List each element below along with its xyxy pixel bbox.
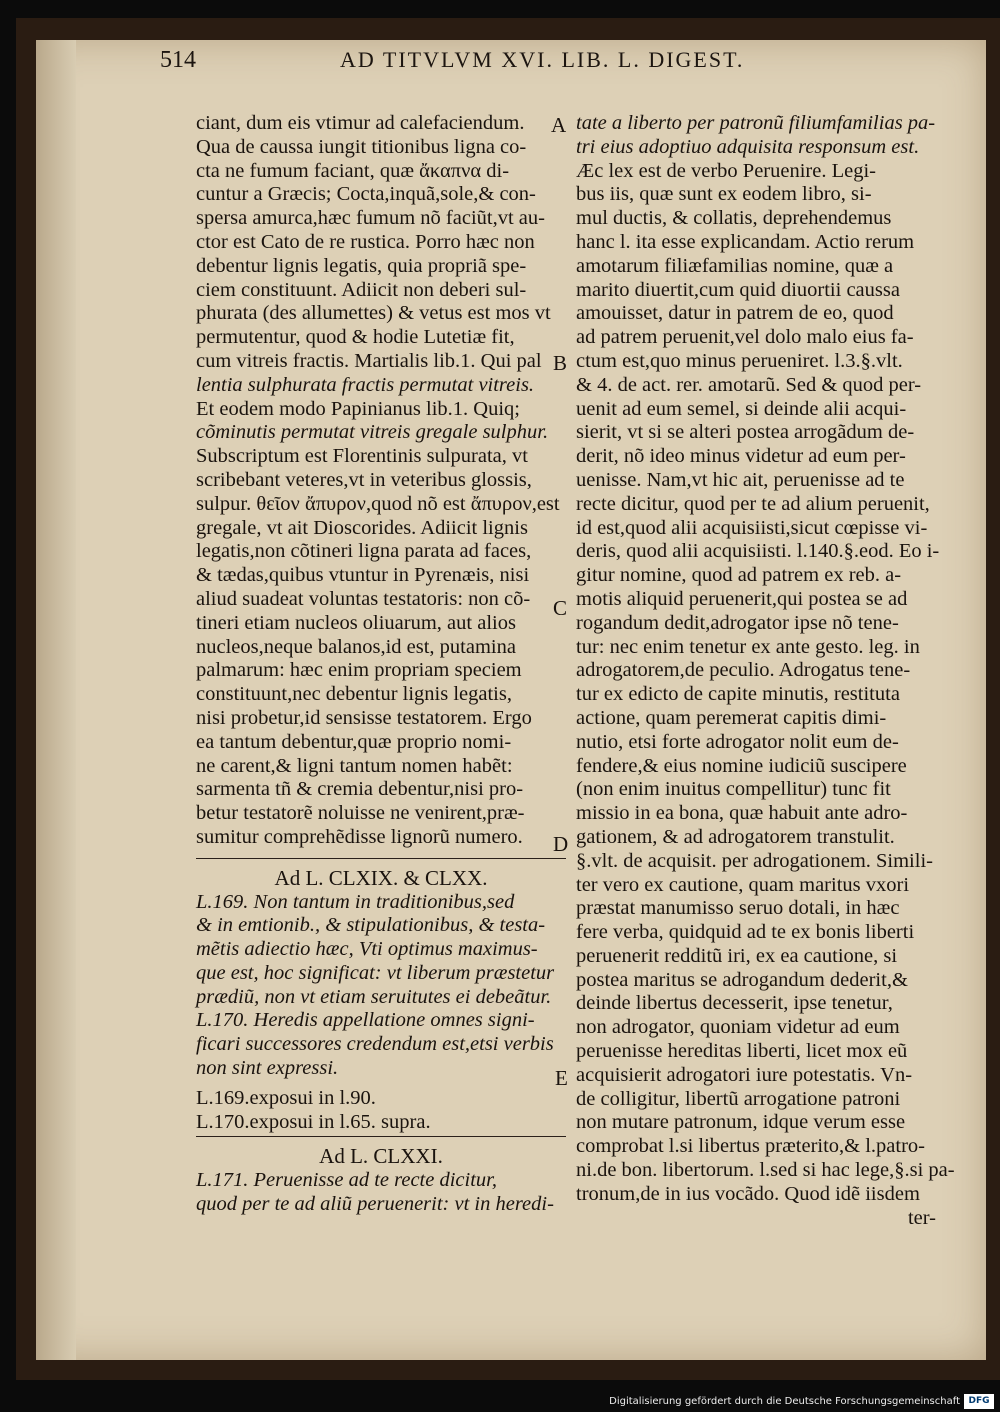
- text-line: fere verba, quidquid ad te ex bonis liberti: [576, 921, 915, 944]
- text-line: betur testatorẽ noluisse ne venirent,præ-: [196, 802, 525, 825]
- running-title: AD TITVLVM XVI. LIB. L. DIGEST.: [340, 47, 745, 72]
- text-line: gregale, vt ait Dioscorides. Adiicit lignis: [196, 516, 528, 539]
- text-line: debentur lignis legatis, quia propriã spe-: [196, 254, 527, 277]
- text-line: peruenisse hereditas liberti, licet mox eũ: [576, 1040, 908, 1063]
- text-line: sumitur comprehẽdisse lignorũ numero.: [196, 825, 523, 848]
- right-main-text: [576, 159, 955, 1207]
- text-line: L.169.exposui in l.90.: [196, 1086, 376, 1109]
- text-line: aliud suadeat voluntas testatoris: non cõ-: [196, 587, 531, 610]
- text-line: cuntur a Græcis; Cocta,inquã,sole,& con-: [196, 183, 536, 206]
- text-line: & in emtionib., & stipulationibus, & testa-: [196, 914, 546, 937]
- text-line: motis aliquid peruenerit,qui postea se ad: [576, 587, 908, 610]
- left-main-text: [196, 112, 566, 850]
- text-line: derit, nõ ideo minus videtur ad eum per-: [576, 445, 906, 468]
- text-line: id est,quod alii acquisiisti,sicut cœpisse vi-: [576, 516, 928, 539]
- text-line: postea maritus se adrogandum dederit,&: [576, 968, 908, 991]
- text-line: tur ex edicto de capite minutis, restituta: [576, 683, 900, 706]
- text-line: L.171. Peruenisse ad te recte dicitur,: [196, 1169, 497, 1192]
- text-line: scribebant veteres,vt in veteribus glossis,: [196, 468, 532, 491]
- text-line: uenisse. Nam,vt hic ait, peruenisse ad te: [576, 468, 905, 491]
- page-number: 514: [160, 47, 196, 73]
- text-line: ciant, dum eis vtimur ad calefaciendum.: [196, 112, 525, 134]
- page-header: [160, 47, 960, 77]
- text-line: cum vitreis fractis. Martialis lib.1. Qui pal: [196, 349, 542, 372]
- catchword: ter-: [907, 1206, 936, 1229]
- text-line: palmarum: hæc enim propriam speciem: [196, 659, 522, 682]
- text-line: ne carent,& ligni tantum nomen habẽt:: [196, 754, 513, 777]
- text-line: L.169. Non tantum in traditionibus,sed: [196, 890, 515, 913]
- margin-letter-a: A: [551, 113, 567, 137]
- page-gutter: [36, 40, 76, 1360]
- law-text-171-continued: [576, 112, 936, 160]
- text-line: quod per te ad aliũ peruenerit: vt in heredi-: [196, 1193, 554, 1216]
- text-line: præstat manumisso seruo dotali, in hæc: [576, 897, 900, 920]
- margin-letter-e: E: [555, 1066, 568, 1090]
- dfg-logo-icon: DFG: [964, 1394, 994, 1409]
- text-line: ter vero ex cautione, quam maritus vxori: [576, 873, 910, 896]
- digitization-footer: [0, 1393, 1000, 1412]
- text-line: nisi probetur,id sensisse testatorem. Ergo: [196, 706, 532, 729]
- text-line: ni.de bon. libertorum. l.sed si hac lege,§.si pa-: [576, 1159, 955, 1182]
- text-line: sulpur. θεῖον ἄπυρον,quod nõ est ἄπυρον,est: [196, 492, 560, 515]
- text-line: recte dicitur, quod per te ad alium peruenit,: [576, 492, 930, 515]
- text-line: Et eodem modo Papinianus lib.1. Quiq;: [196, 397, 520, 420]
- margin-letter-d: D: [553, 832, 569, 856]
- section-heading: Ad L. CLXXI.: [319, 1144, 443, 1169]
- text-line: L.170.exposui in l.65. supra.: [196, 1110, 431, 1133]
- text-line: ficari successores credendum est,etsi verbis: [196, 1033, 554, 1056]
- text-line: & 4. de act. rer. amotarũ. Sed & quod per-: [576, 373, 922, 396]
- text-line: de colligitur, libertũ arrogatione patroni: [576, 1087, 901, 1110]
- text-line: rogandum dedit,adrogator ipse nõ tene-: [576, 611, 899, 634]
- text-line: deris, quod alii acquisiisti. l.140.§.eod. Eo i-: [576, 540, 940, 563]
- text-line: tronum,de in ius vocãdo. Quod idẽ iisdem: [576, 1182, 920, 1205]
- text-line: nucleos,neque balanos,id est, putamina: [196, 635, 516, 658]
- text-line: fendere,& eius nomine iudiciũ suscipere: [576, 754, 907, 777]
- text-line: prædiũ, non vt etiam seruitutes ei debeãtur.: [196, 985, 552, 1008]
- text-line: marito diuertit,cum quid diuortii caussa: [576, 278, 900, 301]
- text-line: missio in ea bona, quæ habuit ante adro-: [576, 802, 908, 825]
- text-line: & tædas,quibus vtuntur in Pyrenæis, nisi: [196, 564, 530, 587]
- text-line: gationem, & ad adrogatorem transtulit.: [576, 825, 895, 848]
- margin-letter-b: B: [553, 351, 568, 375]
- text-line: non sint expressi.: [196, 1057, 339, 1080]
- text-line: Qua de caussa iungit titionibus ligna co-: [196, 135, 527, 158]
- right-column: [576, 112, 955, 1230]
- text-line: nutio, etsi forte adrogator nolit eum de-: [576, 730, 899, 753]
- text-line: (non enim inuitus compellitur) tunc fit: [576, 778, 891, 801]
- margin-letter-c: C: [553, 596, 568, 620]
- text-line: ad patrem peruenit,vel dolo malo eius fa-: [576, 326, 914, 349]
- text-line: tineri etiam nucleos oliuarum, aut alios: [196, 611, 516, 634]
- text-line: tur: nec enim tenetur ex ante gesto. leg. in: [576, 635, 920, 658]
- commentary-note: [196, 1087, 566, 1135]
- law-text-169-170: [196, 891, 566, 1081]
- text-line: ciem constituunt. Adiicit non deberi sul-: [196, 278, 527, 301]
- text-line: mul ductis, & collatis, deprehendemus: [576, 207, 892, 230]
- text-line: actione, quam peremerat capitis dimi-: [576, 706, 887, 729]
- text-line: acquisierit adrogatori iure potestatis. Vn-: [576, 1063, 913, 1086]
- text-line: phurata (des allumettes) & vetus est mos vt: [196, 302, 551, 325]
- text-line: non adrogator, quoniam videtur ad eum: [576, 1016, 900, 1039]
- text-line: cta ne fumum faciant, quæ ἄκαπνα di-: [196, 159, 510, 182]
- text-line: mẽtis adiectio hæc, Vti optimus maximus-: [196, 938, 538, 961]
- text-line: spersa amurca,hæc fumum nõ faciũt,vt au-: [196, 207, 545, 230]
- text-line: bus iis, quæ sunt ex eodem libro, si-: [576, 183, 872, 206]
- footer-credit-text: Digitalisierung gefördert durch die Deutsche Forschungsgemeinschaft: [609, 1396, 960, 1407]
- text-line: L.170. Heredis appellatione omnes signi-: [196, 1009, 535, 1032]
- text-line: sarmenta tñ & cremia debentur,nisi pro-: [196, 778, 524, 801]
- text-line: gitur nomine, quod ad patrem ex reb. a-: [576, 564, 902, 587]
- text-line: deinde libertus decesserit, ipse tenetur,: [576, 992, 893, 1015]
- text-line: tate a liberto per patronũ filiumfamilias pa-: [576, 112, 936, 134]
- text-line: Æc lex est de verbo Peruenire. Legi-: [576, 159, 876, 182]
- text-line: legatis,non cõtineri ligna parata ad faces,: [196, 540, 532, 563]
- text-line: ctor est Cato de re rustica. Porro hæc non: [196, 230, 535, 253]
- text-line: tri eius adoptiuo adquisita responsum est.: [576, 135, 920, 158]
- text-line: que est, hoc significat: vt liberum præstetur: [196, 961, 555, 984]
- text-line: Subscriptum est Florentinis sulpurata, vt: [196, 445, 528, 468]
- text-line: adrogatorem,de peculio. Adrogatus tene-: [576, 659, 911, 682]
- section-heading: Ad L. CLXIX. & CLXX.: [274, 865, 488, 890]
- text-line: sierit, vt si se alteri postea arrogãdum de-: [576, 421, 915, 444]
- text-line: amouisset, datur in patrem de eo, quod: [576, 302, 894, 325]
- text-line: permutentur, quod & hodie Lutetiæ fit,: [196, 326, 515, 349]
- text-line: peruenerit redditũ iri, ex ea cautione, si: [576, 944, 898, 967]
- text-line: comprobat l.si libertus præterito,& l.patro-: [576, 1135, 926, 1158]
- text-line: hanc l. ita esse explicandam. Actio rerum: [576, 230, 915, 253]
- text-line: cõminutis permutat vitreis gregale sulphur.: [196, 421, 549, 444]
- text-line: ea tantum debentur,quæ proprio nomi-: [196, 730, 512, 753]
- text-line: ctum est,quo minus perueniret. l.3.§.vlt.: [576, 349, 903, 372]
- text-line: uenit ad eum semel, si deinde alii acqui-: [576, 397, 907, 420]
- text-line: constituunt,nec debentur lignis legatis,: [196, 683, 512, 706]
- law-text-171: [196, 1169, 566, 1217]
- text-line: non mutare patronum, idque verum esse: [576, 1111, 906, 1134]
- text-line: amotarum filiæfamilias nomine, quæ a: [576, 254, 894, 277]
- text-line: §.vlt. de acquisit. per adrogationem. Simili-: [576, 849, 933, 872]
- left-column: [196, 112, 569, 1217]
- text-line: lentia sulphurata fractis permutat vitreis.: [196, 373, 535, 396]
